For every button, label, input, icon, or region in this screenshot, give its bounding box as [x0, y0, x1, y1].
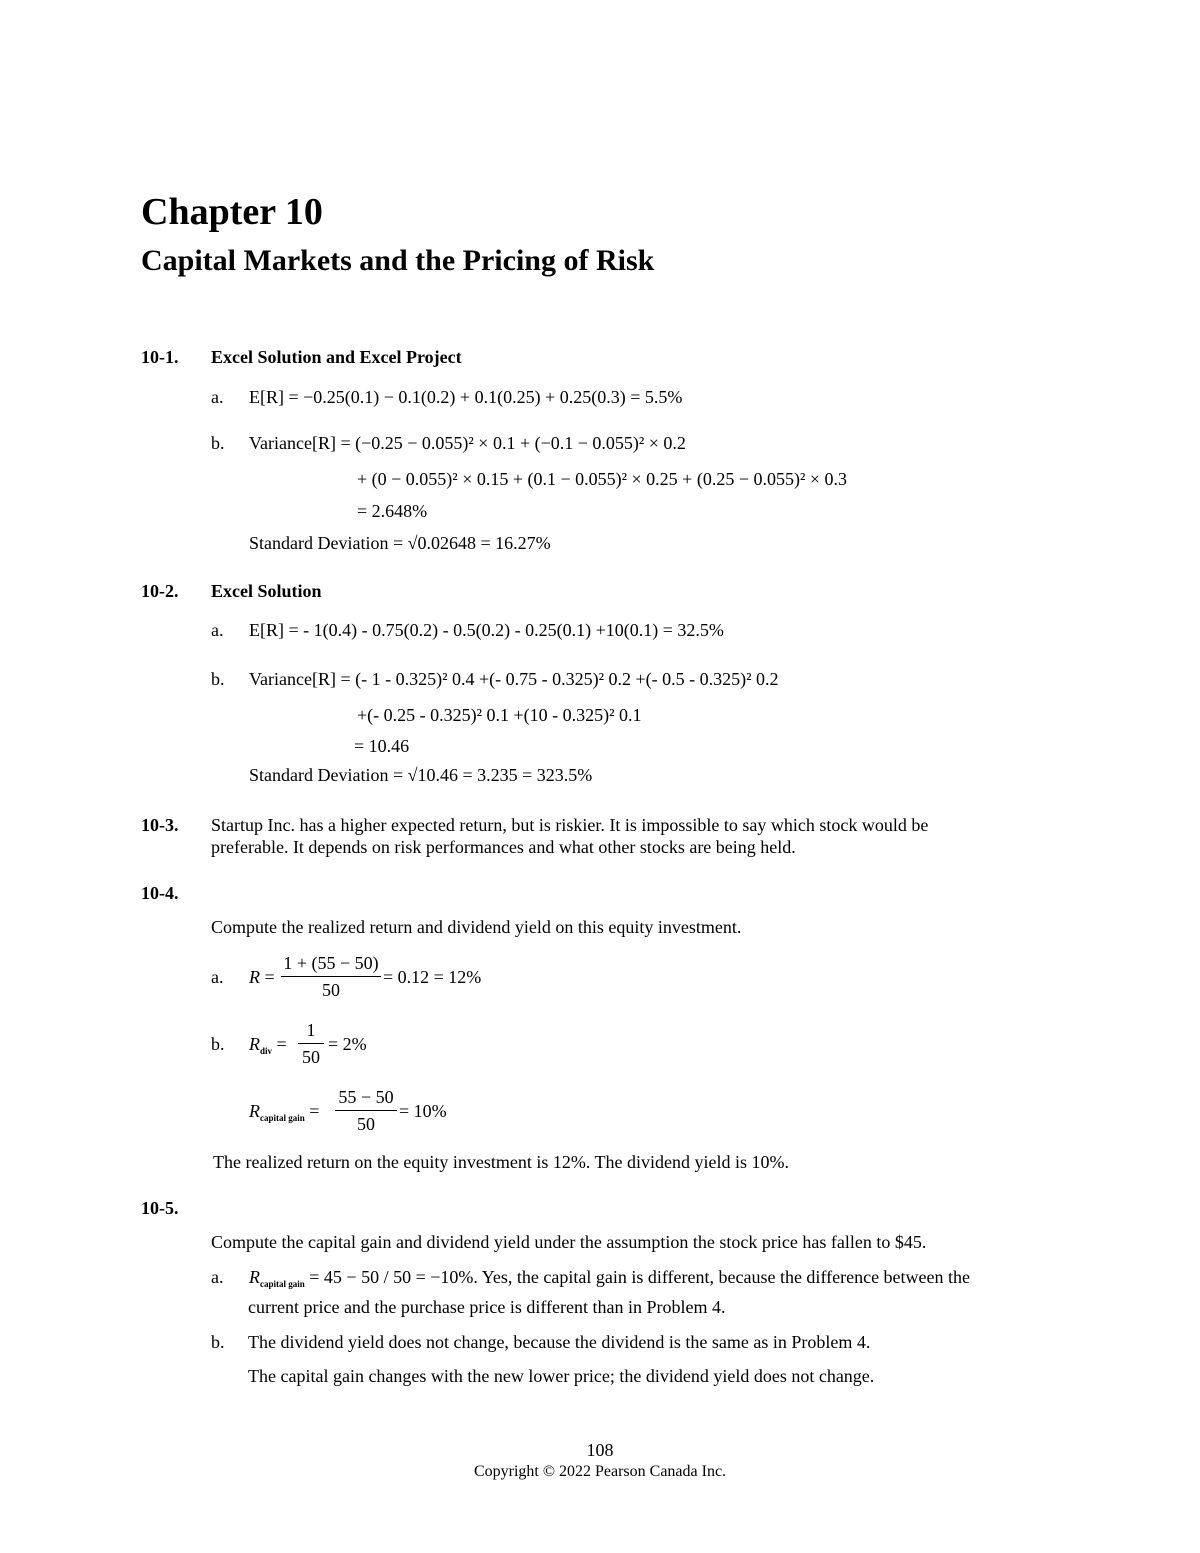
- problem-number: 10-1.: [141, 347, 179, 367]
- part-label: a.: [211, 1267, 224, 1287]
- standard-deviation-equation: Standard Deviation = √10.46 = 3.235 = 323.5%: [249, 765, 593, 785]
- capital-gain-fraction: [335, 1087, 397, 1135]
- variance-equation-line2: + (0 − 0.055)² × 0.15 + (0.1 − 0.055)² × 0.25 + (0.25 − 0.055)² × 0.3: [357, 469, 848, 489]
- part-label: b.: [211, 669, 225, 689]
- answer-text-line: Startup Inc. has a higher expected return, but is riskier. It is impossible to say which stock would be: [211, 815, 929, 835]
- realized-return-result: = 0.12 = 12%: [383, 967, 482, 987]
- dividend-yield-result: = 2%: [328, 1034, 367, 1054]
- capital-gain-symbol: $R_{capital gain}$ =: [249, 1101, 320, 1123]
- copyright-notice: Copyright © 2022 Pearson Canada Inc.: [473, 1463, 727, 1480]
- problem-title: Excel Solution and Excel Project: [211, 347, 462, 367]
- variance-result: = 10.46: [354, 736, 410, 756]
- fraction-numerator: 55 − 50: [335, 1087, 397, 1111]
- problem-instruction: Compute the capital gain and dividend yield under the assumption the stock price has fallen to $45.: [211, 1232, 927, 1252]
- problem-number: 10-3.: [141, 815, 179, 835]
- variance-equation-line2: +(- 0.25 - 0.325)² 0.1 +(10 - 0.325)² 0.1: [357, 705, 642, 725]
- variance-equation-line1: Variance[R] = (−0.25 − 0.055)² × 0.1 + (−0.1 − 0.055)² × 0.2: [249, 433, 686, 453]
- part-label: a.: [211, 387, 224, 407]
- capital-gain-result: = 10%: [399, 1101, 447, 1121]
- expected-return-equation: E[R] = −0.25(0.1) − 0.1(0.2) + 0.1(0.25) + 0.25(0.3) = 5.5%: [249, 387, 683, 407]
- part-label: a.: [211, 620, 224, 640]
- problem-instruction: Compute the realized return and dividend yield on this equity investment.: [211, 917, 742, 937]
- dividend-yield-symbol: $R_{div}$ =: [249, 1034, 287, 1056]
- answer-text-line: The capital gain changes with the new lower price; the dividend yield does not change.: [248, 1366, 875, 1386]
- part-label: b.: [211, 1332, 225, 1352]
- fraction-denominator: 50: [302, 1047, 320, 1067]
- answer-text-line: preferable. It depends on risk performances and what other stocks are being held.: [211, 837, 796, 857]
- page-number: 108: [586, 1440, 614, 1460]
- chapter-heading: Chapter 10: [141, 191, 323, 233]
- part-label: a.: [211, 967, 224, 987]
- dividend-yield-fraction: [298, 1020, 324, 1068]
- answer-text-line: current price and the purchase price is different than in Problem 4.: [248, 1297, 726, 1317]
- problem-number: 10-4.: [141, 883, 179, 903]
- expected-return-equation: E[R] = - 1(0.4) - 0.75(0.2) - 0.5(0.2) - 0.25(0.1) +10(0.1) = 32.5%: [249, 620, 724, 640]
- realized-return-fraction: [281, 953, 381, 1001]
- fraction-numerator: 1: [298, 1020, 324, 1044]
- problem-title: Excel Solution: [211, 581, 322, 601]
- answer-conclusion: The realized return on the equity investment is 12%. The dividend yield is 10%.: [213, 1152, 790, 1172]
- part-label: b.: [211, 1034, 225, 1054]
- problem-number: 10-2.: [141, 581, 179, 601]
- return-symbol: R =: [249, 967, 275, 987]
- chapter-title: Capital Markets and the Pricing of Risk: [141, 244, 655, 277]
- variance-equation-line1: Variance[R] = (- 1 - 0.325)² 0.4 +(- 0.75 - 0.325)² 0.2 +(- 0.5 - 0.325)² 0.2: [249, 669, 779, 689]
- fraction-numerator: 1 + (55 − 50): [281, 953, 381, 977]
- fraction-denominator: 50: [322, 980, 340, 1000]
- part-label: b.: [211, 433, 225, 453]
- answer-text-line: The dividend yield does not change, because the dividend is the same as in Problem 4.: [248, 1332, 871, 1352]
- problem-number: 10-5.: [141, 1198, 179, 1218]
- fraction-denominator: 50: [357, 1114, 375, 1134]
- capital-gain-statement: $R_{capital gain} = 45 - 50 / 50 = -10\%$. Yes, the capital gain is different, because the difference between the: [249, 1267, 971, 1289]
- standard-deviation-equation: Standard Deviation = √0.02648 = 16.27%: [249, 533, 551, 553]
- variance-result: = 2.648%: [357, 501, 428, 521]
